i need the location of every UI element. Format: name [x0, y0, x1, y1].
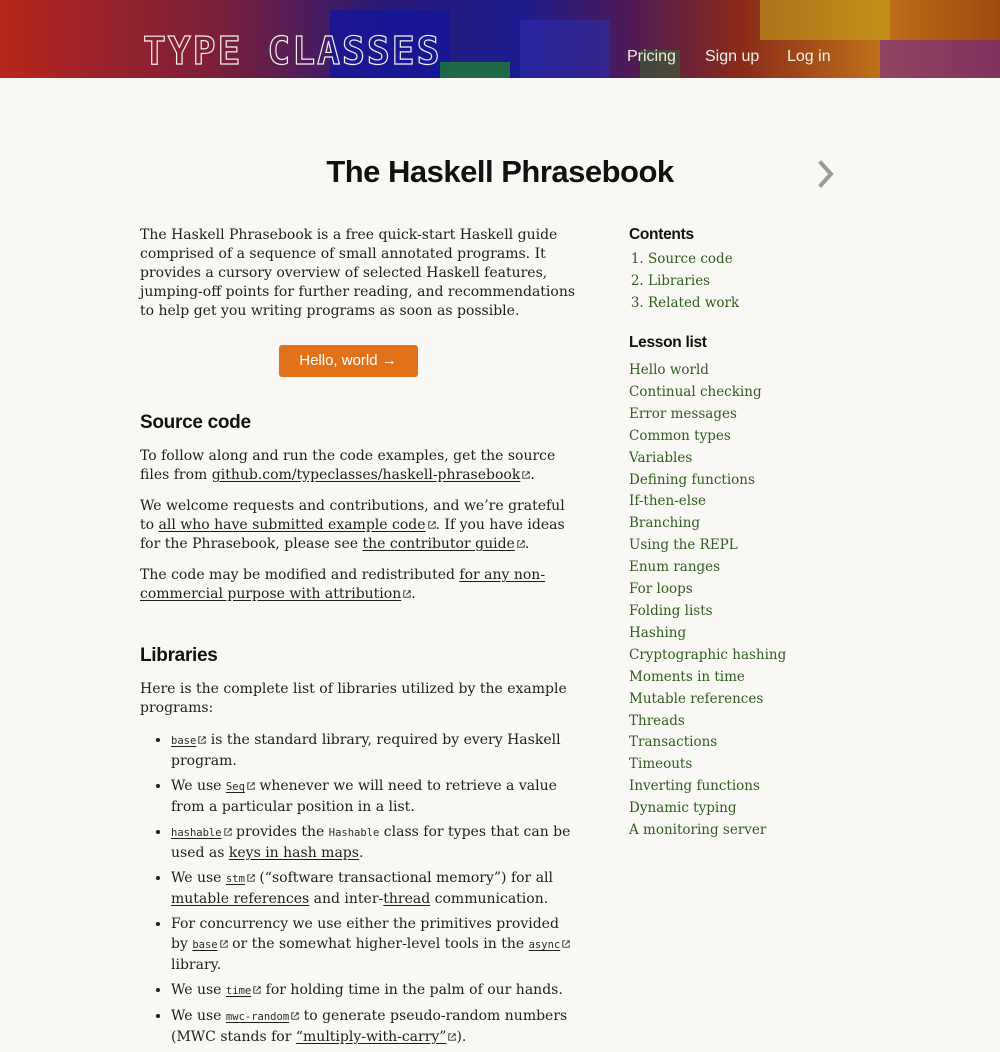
- external-link-icon: [247, 874, 255, 882]
- stm-link[interactable]: stm: [226, 870, 255, 886]
- hashable-link[interactable]: hashable: [171, 824, 232, 840]
- source-paragraph-1: To follow along and run the code examples, get the source files from github.com/typeclasses/haskell-phrasebook .: [140, 448, 556, 483]
- list-item: • We use Seq whenever we will need to retrieve a value from a particular position in a list.: [171, 776, 580, 817]
- list-item: • We use stm (“software transactional memory”) for all mutable references and inter-thread communication.: [171, 868, 580, 909]
- lesson-link[interactable]: Threads: [629, 712, 685, 729]
- main-content: [140, 226, 580, 1052]
- contents-heading: Contents: [629, 226, 694, 243]
- sidebar: [629, 226, 869, 842]
- lesson-link[interactable]: Continual checking: [629, 383, 762, 400]
- lesson-list: [629, 360, 869, 842]
- nav-signup-link[interactable]: Sign up: [705, 48, 760, 65]
- lesson-link[interactable]: Branching: [629, 515, 701, 532]
- lesson-link[interactable]: Defining functions: [629, 471, 755, 488]
- base-link[interactable]: base: [171, 732, 206, 748]
- contents-item-libraries[interactable]: 2. Libraries: [648, 270, 869, 292]
- nav-login-link[interactable]: Log in: [787, 48, 831, 65]
- base-link[interactable]: base: [192, 936, 227, 952]
- lesson-link[interactable]: For loops: [629, 581, 693, 598]
- hello-world-button[interactable]: Hello, world →: [279, 345, 418, 377]
- mwc-random-link[interactable]: mwc-random: [226, 1008, 299, 1024]
- libraries-heading: Libraries: [140, 645, 218, 666]
- source-paragraph-3: The code may be modified and redistributed for any non-commercial purpose with attribution .: [140, 567, 546, 602]
- external-link-icon: [428, 521, 436, 529]
- mutable-references-link[interactable]: mutable references: [171, 891, 310, 907]
- external-link-icon: [448, 1033, 456, 1041]
- seq-link[interactable]: Seq: [226, 778, 255, 794]
- lesson-link[interactable]: Timeouts: [629, 756, 693, 773]
- external-link-icon: [291, 1012, 299, 1020]
- contents-item-related-work[interactable]: 3. Related work: [648, 292, 869, 314]
- multiply-with-carry-link[interactable]: “multiply-with-carry”: [296, 1029, 457, 1045]
- async-link[interactable]: async: [529, 936, 571, 952]
- libraries-intro: Here is the complete list of libraries utilized by the example programs:: [140, 681, 567, 716]
- external-link-icon: [224, 828, 232, 836]
- lesson-list-heading: Lesson list: [629, 334, 707, 351]
- contributor-guide-link[interactable]: the contributor guide: [362, 536, 524, 552]
- github-link[interactable]: github.com/typeclasses/haskell-phrasebook: [212, 467, 531, 483]
- lesson-link[interactable]: If-then-else: [629, 493, 706, 510]
- lesson-link[interactable]: Mutable references: [629, 690, 764, 707]
- lesson-link[interactable]: Common types: [629, 427, 731, 444]
- chevron-right-icon[interactable]: [817, 160, 837, 188]
- lesson-link[interactable]: Hashing: [629, 624, 687, 641]
- site-logo[interactable]: TYPE CLASSES: [143, 29, 442, 73]
- external-link-icon: [562, 940, 570, 948]
- lesson-link[interactable]: Hello world: [629, 362, 709, 378]
- lesson-link[interactable]: Using the REPL: [629, 537, 738, 554]
- hash-maps-link[interactable]: keys in hash maps: [228, 845, 359, 861]
- source-paragraph-2: We welcome requests and contributions, and we’re grateful to all who have submitted example code . If you have ideas for the Phrasebook, please see the contributor guide .: [140, 498, 565, 552]
- lesson-link[interactable]: Enum ranges: [629, 559, 721, 576]
- source-code-heading: Source code: [140, 412, 251, 433]
- list-item: • We use mwc-random to generate pseudo-random numbers (MWC stands for “multiply-with-carry” ).: [171, 1006, 580, 1047]
- lesson-link[interactable]: Dynamic typing: [629, 800, 737, 817]
- external-link-icon: [220, 940, 228, 948]
- lesson-link[interactable]: Inverting functions: [629, 778, 760, 795]
- contents-item-source-code[interactable]: 1. Source code: [648, 248, 869, 270]
- list-item: • We use time for holding time in the palm of our hands.: [171, 980, 580, 1001]
- site-header: [0, 0, 1000, 78]
- intro-text: The Haskell Phrasebook is a free quick-start Haskell guide comprised of a sequence of small annotated programs. It provides a cursory overview of selected Haskell features, jumping-off points for further reading, and recommendations to help get you writing programs as soon as possible.: [140, 227, 576, 319]
- external-link-icon: [247, 782, 255, 790]
- list-item: • For concurrency we use either the primitives provided by base or the somewhat higher-level tools in the async library.: [171, 914, 580, 975]
- lesson-link[interactable]: Error messages: [629, 405, 737, 422]
- page-title: The Haskell Phrasebook: [326, 154, 674, 189]
- lesson-link[interactable]: Transactions: [629, 734, 718, 751]
- lesson-link[interactable]: Variables: [629, 449, 693, 466]
- lesson-link[interactable]: Moments in time: [629, 668, 745, 685]
- contents-list: [629, 248, 869, 314]
- list-item: • base is the standard library, required by every Haskell program.: [171, 730, 580, 771]
- external-link-icon: [517, 540, 525, 548]
- license-link[interactable]: for any non-commercial purpose with attribution: [140, 567, 546, 602]
- list-item: • hashable provides the Hashable class for types that can be used as keys in hash maps.: [171, 822, 580, 863]
- lesson-link[interactable]: A monitoring server: [629, 822, 767, 839]
- contributors-link[interactable]: all who have submitted example code: [159, 517, 436, 533]
- libraries-list: [140, 730, 580, 1047]
- lesson-link[interactable]: Cryptographic hashing: [629, 646, 787, 663]
- nav-pricing-link[interactable]: Pricing: [627, 48, 676, 65]
- time-link[interactable]: time: [226, 982, 261, 998]
- thread-link[interactable]: thread: [383, 891, 431, 907]
- lesson-link[interactable]: Folding lists: [629, 602, 713, 619]
